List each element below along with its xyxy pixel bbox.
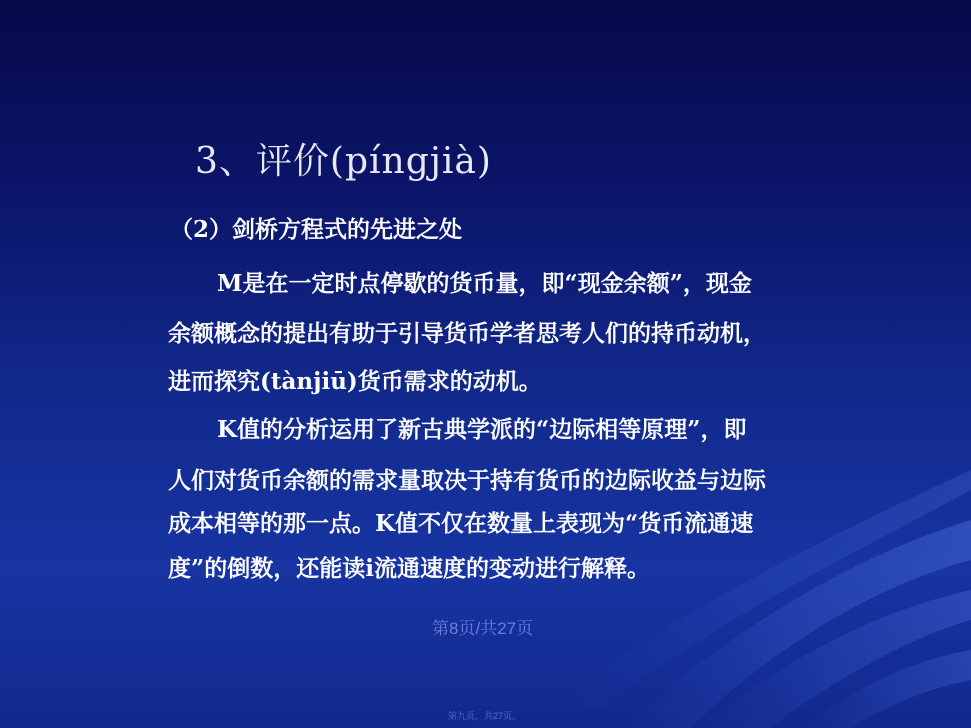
- paragraph-line: 人们对货币余额的需求量取决于持有货币的边际收益与边际: [168, 467, 766, 494]
- paragraph-line: 进而探究(tànjiū)货币需求的动机。: [168, 368, 542, 395]
- paragraph-line: 度”的倒数，还能读i流通速度的变动进行解释。: [168, 555, 650, 582]
- page-number: 第8页/共27页: [432, 619, 534, 638]
- footer-page-note: 第九页，共27页。: [448, 711, 522, 721]
- section-subtitle: （2）剑桥方程式的先进之处: [170, 216, 463, 243]
- paragraph-line: K值的分析运用了新古典学派的“边际相等原理”，即: [217, 416, 747, 443]
- paragraph-line: M是在一定时点停歇的货币量，即“现金余额”，现金: [217, 270, 752, 297]
- paragraph-line: 成本相等的那一点。K值不仅在数量上表现为“货币流通速: [168, 510, 754, 537]
- slide-title: 3、评价(píngjià): [195, 141, 492, 182]
- paragraph-line: 余额概念的提出有助于引导货币学者思考人们的持币动机，: [168, 320, 766, 347]
